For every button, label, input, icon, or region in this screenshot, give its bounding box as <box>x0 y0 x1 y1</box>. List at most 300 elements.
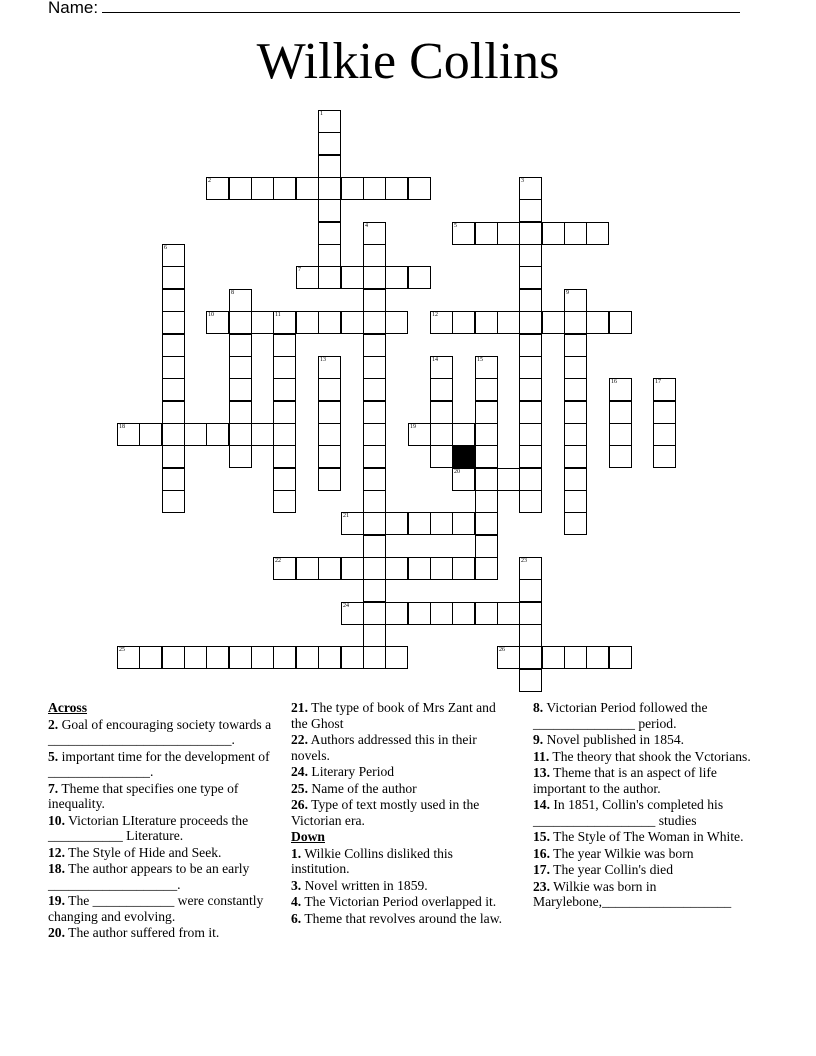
grid-cell[interactable] <box>452 557 475 580</box>
grid-cell[interactable] <box>542 646 565 669</box>
grid-cell[interactable] <box>475 222 498 245</box>
clue-number-label: 9. <box>533 732 544 747</box>
grid-cell[interactable] <box>586 646 609 669</box>
down-clue <box>533 829 773 845</box>
clue-text: The year Collin's died <box>550 862 674 877</box>
grid-cell[interactable] <box>609 378 632 401</box>
grid-cell[interactable] <box>273 646 296 669</box>
clue-number-label: 23. <box>533 878 550 894</box>
grid-cell[interactable] <box>229 401 252 424</box>
grid-cell[interactable] <box>296 266 319 289</box>
clue-column-2 <box>291 700 506 927</box>
grid-cell[interactable] <box>609 445 632 468</box>
grid-cell[interactable] <box>229 289 252 312</box>
grid-cell[interactable] <box>273 401 296 424</box>
grid-cell[interactable] <box>452 468 475 491</box>
grid-cell[interactable] <box>229 334 252 357</box>
clue-text: Wilkie was born in Marylebone,___________________ <box>533 878 732 909</box>
grid-cell[interactable] <box>273 177 296 200</box>
grid-cell[interactable] <box>452 423 475 446</box>
grid-cell[interactable] <box>273 378 296 401</box>
clue-number-label: 1. <box>291 845 302 861</box>
clue-number: 20 <box>454 469 460 475</box>
clue-number: 13 <box>320 357 326 363</box>
grid-cell[interactable] <box>229 311 252 334</box>
grid-cell[interactable] <box>519 311 542 334</box>
grid-cell[interactable] <box>184 646 207 669</box>
grid-cell[interactable] <box>318 132 341 155</box>
grid-cell[interactable] <box>519 490 542 513</box>
clue-text: Victorian LIterature proceeds the ___________ Literature. <box>48 812 249 843</box>
grid-cell[interactable] <box>363 423 386 446</box>
clue-number: 25 <box>119 647 125 653</box>
grid-cell[interactable] <box>408 177 431 200</box>
clue-text: Victorian Period followed the _______________ period. <box>533 700 708 731</box>
grid-cell[interactable] <box>385 646 408 669</box>
grid-cell[interactable] <box>519 423 542 446</box>
grid-cell[interactable] <box>318 646 341 669</box>
clue-text: The type of book of Mrs Zant and the Ghost <box>291 700 496 731</box>
grid-cell[interactable] <box>475 557 498 580</box>
clue-number: 7 <box>298 267 301 273</box>
grid-cell[interactable] <box>296 557 319 580</box>
grid-cell[interactable] <box>318 378 341 401</box>
grid-cell[interactable] <box>363 535 386 558</box>
grid-cell[interactable] <box>162 490 185 513</box>
grid-cell[interactable] <box>430 423 453 446</box>
clue-number-label: 8. <box>533 700 544 715</box>
grid-cell[interactable] <box>162 356 185 379</box>
grid-cell[interactable] <box>564 445 587 468</box>
grid-cell[interactable] <box>341 557 364 580</box>
clue-number-label: 17. <box>533 862 550 877</box>
grid-cell[interactable] <box>653 423 676 446</box>
grid-cell[interactable] <box>162 311 185 334</box>
grid-cell[interactable] <box>363 557 386 580</box>
down-clue <box>533 797 773 828</box>
grid-cell[interactable] <box>162 423 185 446</box>
grid-cell[interactable] <box>318 244 341 267</box>
clue-number: 9 <box>566 290 569 296</box>
clue-number-label: 10. <box>48 812 65 828</box>
grid-cell[interactable] <box>139 423 162 446</box>
grid-cell[interactable] <box>385 602 408 625</box>
clue-number: 10 <box>208 312 214 318</box>
grid-cell[interactable] <box>497 311 520 334</box>
grid-cell[interactable] <box>564 401 587 424</box>
down-clue <box>291 894 506 910</box>
across-clue <box>48 717 278 748</box>
name-label: Name: <box>48 0 99 17</box>
grid-cell[interactable] <box>363 512 386 535</box>
grid-cell[interactable] <box>430 311 453 334</box>
grid-cell[interactable] <box>497 468 520 491</box>
clue-number-label: 4. <box>291 894 302 909</box>
clue-text: In 1851, Collin's completed his __________________ studies <box>533 797 724 828</box>
grid-cell[interactable] <box>229 646 252 669</box>
clue-text: The theory that shook the Vctorians. <box>549 748 751 764</box>
grid-cell[interactable] <box>318 110 341 133</box>
clue-number: 14 <box>432 357 438 363</box>
clue-column-1 <box>48 700 278 942</box>
grid-cell[interactable] <box>363 624 386 647</box>
clue-number-label: 5. <box>48 748 59 764</box>
grid-cell[interactable] <box>519 669 542 692</box>
grid-cell[interactable] <box>363 334 386 357</box>
down-clue <box>533 700 773 731</box>
grid-cell[interactable] <box>229 177 252 200</box>
grid-cell[interactable] <box>653 378 676 401</box>
grid-cell[interactable] <box>341 646 364 669</box>
across-clue <box>48 813 278 844</box>
grid-cell[interactable] <box>162 244 185 267</box>
across-clue <box>291 732 506 763</box>
clue-number: 12 <box>432 312 438 318</box>
grid-cell[interactable] <box>206 646 229 669</box>
across-clue <box>291 700 506 731</box>
grid-cell[interactable] <box>408 557 431 580</box>
clue-number-label: 3. <box>291 877 302 893</box>
grid-cell[interactable] <box>519 401 542 424</box>
clue-number-label: 11. <box>533 748 550 764</box>
grid-cell[interactable] <box>408 602 431 625</box>
clue-number: 5 <box>454 223 457 229</box>
grid-cell[interactable] <box>229 423 252 446</box>
clue-number-label: 14. <box>533 797 550 812</box>
grid-cell[interactable] <box>475 423 498 446</box>
clue-number: 15 <box>477 357 483 363</box>
grid-cell[interactable] <box>162 401 185 424</box>
grid-cell[interactable] <box>542 222 565 245</box>
grid-cell[interactable] <box>162 378 185 401</box>
across-clue <box>291 764 506 780</box>
grid-cell[interactable] <box>251 423 274 446</box>
grid-cell[interactable] <box>452 512 475 535</box>
grid-cell[interactable] <box>519 468 542 491</box>
clue-number: 6 <box>164 245 167 251</box>
clue-number-label: 18. <box>48 861 65 876</box>
grid-cell[interactable] <box>318 356 341 379</box>
grid-cell[interactable] <box>206 311 229 334</box>
grid-cell[interactable] <box>519 579 542 602</box>
grid-cell[interactable] <box>430 512 453 535</box>
grid-cell[interactable] <box>162 289 185 312</box>
grid-cell[interactable] <box>341 177 364 200</box>
grid-cell[interactable] <box>519 378 542 401</box>
grid-cell[interactable] <box>341 512 364 535</box>
grid-cell[interactable] <box>363 244 386 267</box>
grid-cell[interactable] <box>341 311 364 334</box>
grid-cell[interactable] <box>519 356 542 379</box>
clue-text: Theme that is an aspect of life important to the author. <box>533 765 717 796</box>
grid-cell[interactable] <box>363 445 386 468</box>
grid-cell[interactable] <box>475 512 498 535</box>
clue-column-3 <box>533 700 773 911</box>
grid-cell[interactable] <box>162 468 185 491</box>
clue-text: Theme that specifies one type of inequality. <box>48 780 239 811</box>
clue-number-label: 22. <box>291 732 308 747</box>
across-clue <box>291 797 506 828</box>
clue-number-label: 25. <box>291 780 308 796</box>
grid-cell[interactable] <box>206 423 229 446</box>
grid-cell[interactable] <box>564 490 587 513</box>
grid-cell[interactable] <box>497 222 520 245</box>
clue-number: 4 <box>365 223 368 229</box>
grid-cell[interactable] <box>519 557 542 580</box>
grid-cell[interactable] <box>430 378 453 401</box>
grid-cell[interactable] <box>363 222 386 245</box>
grid-cell[interactable] <box>273 311 296 334</box>
grid-cell[interactable] <box>162 646 185 669</box>
grid-cell[interactable] <box>564 378 587 401</box>
down-clue <box>533 765 773 796</box>
clue-text: The Victorian Period overlapped it. <box>301 894 497 909</box>
grid-cell[interactable] <box>430 356 453 379</box>
grid-cell[interactable] <box>609 423 632 446</box>
grid-cell[interactable] <box>452 602 475 625</box>
grid-cell[interactable] <box>497 602 520 625</box>
clue-number-label: 20. <box>48 925 65 940</box>
grid-cell[interactable] <box>452 311 475 334</box>
grid-cell[interactable] <box>273 557 296 580</box>
grid-cell[interactable] <box>519 624 542 647</box>
grid-cell[interactable] <box>475 378 498 401</box>
grid-cell[interactable] <box>206 177 229 200</box>
grid-cell[interactable] <box>162 334 185 357</box>
grid-cell[interactable] <box>363 356 386 379</box>
grid-cell[interactable] <box>564 423 587 446</box>
down-clue <box>533 749 773 765</box>
grid-cell[interactable] <box>475 311 498 334</box>
clue-number: 2 <box>208 178 211 184</box>
clue-number: 26 <box>499 647 505 653</box>
grid-cell[interactable] <box>117 646 140 669</box>
grid-cell[interactable] <box>475 490 498 513</box>
grid-cell[interactable] <box>341 602 364 625</box>
grid-cell[interactable] <box>519 445 542 468</box>
clue-text: Novel published in 1854. <box>543 732 685 747</box>
grid-cell[interactable] <box>251 177 274 200</box>
clue-number: 24 <box>343 603 349 609</box>
grid-cell[interactable] <box>475 445 498 468</box>
grid-cell[interactable] <box>564 311 587 334</box>
across-clue <box>48 781 278 812</box>
clue-text: important time for the development of _______________. <box>48 748 270 779</box>
clue-number: 1 <box>320 111 323 117</box>
grid-cell[interactable] <box>229 445 252 468</box>
clue-number: 22 <box>275 558 281 564</box>
grid-cell[interactable] <box>363 401 386 424</box>
grid-cell[interactable] <box>385 557 408 580</box>
down-clue <box>291 911 506 927</box>
grid-cell[interactable] <box>318 266 341 289</box>
clue-number-label: 16. <box>533 845 550 861</box>
grid-cell[interactable] <box>318 557 341 580</box>
grid-cell[interactable] <box>586 222 609 245</box>
grid-cell[interactable] <box>519 199 542 222</box>
grid-cell[interactable] <box>139 646 162 669</box>
clue-number-label: 15. <box>533 829 550 844</box>
grid-cell[interactable] <box>318 199 341 222</box>
clue-text: Literary Period <box>308 764 395 779</box>
clue-text: Wilkie Collins disliked this institution. <box>291 845 453 876</box>
grid-cell[interactable] <box>497 646 520 669</box>
clue-number: 16 <box>611 379 617 385</box>
blocked-cell <box>452 445 475 468</box>
grid-cell[interactable] <box>385 311 408 334</box>
grid-cell[interactable] <box>564 356 587 379</box>
clue-number-label: 26. <box>291 797 308 812</box>
grid-cell[interactable] <box>117 423 140 446</box>
puzzle-title: Wilkie Collins <box>256 33 560 90</box>
grid-cell[interactable] <box>430 557 453 580</box>
grid-cell[interactable] <box>408 266 431 289</box>
down-clue <box>533 732 773 748</box>
grid-cell[interactable] <box>162 445 185 468</box>
grid-cell[interactable] <box>408 512 431 535</box>
grid-cell[interactable] <box>363 468 386 491</box>
clue-text: Goal of encouraging society towards a ___________________________. <box>48 716 272 747</box>
grid-cell[interactable] <box>519 177 542 200</box>
grid-cell[interactable] <box>519 602 542 625</box>
down-heading: Down <box>291 829 325 844</box>
across-clue <box>48 925 278 941</box>
clue-text: Type of text mostly used in the Victorian era. <box>291 797 480 828</box>
grid-cell[interactable] <box>519 646 542 669</box>
grid-cell[interactable] <box>653 445 676 468</box>
grid-cell[interactable] <box>475 401 498 424</box>
grid-cell[interactable] <box>519 266 542 289</box>
clue-text: The ____________ were constantly changing and evolving. <box>48 893 264 924</box>
grid-cell[interactable] <box>318 468 341 491</box>
clue-number: 21 <box>343 513 349 519</box>
grid-cell[interactable] <box>296 311 319 334</box>
across-clue <box>48 845 278 861</box>
grid-cell[interactable] <box>475 602 498 625</box>
across-clue <box>48 749 278 780</box>
grid-cell[interactable] <box>519 222 542 245</box>
grid-cell[interactable] <box>475 535 498 558</box>
clue-text: Novel written in 1859. <box>301 877 428 893</box>
clue-text: Theme that revolves around the law. <box>301 910 503 926</box>
grid-cell[interactable] <box>564 512 587 535</box>
grid-cell[interactable] <box>162 266 185 289</box>
clue-number-label: 12. <box>48 844 65 860</box>
grid-cell[interactable] <box>273 490 296 513</box>
grid-cell[interactable] <box>363 378 386 401</box>
grid-cell[interactable] <box>430 445 453 468</box>
grid-cell[interactable] <box>542 311 565 334</box>
clue-number-label: 13. <box>533 765 550 780</box>
grid-cell[interactable] <box>430 401 453 424</box>
across-clue <box>48 861 278 892</box>
clue-text: Name of the author <box>308 780 417 796</box>
grid-cell[interactable] <box>296 177 319 200</box>
grid-cell[interactable] <box>318 177 341 200</box>
clue-number: 8 <box>231 290 234 296</box>
grid-cell[interactable] <box>385 512 408 535</box>
grid-cell[interactable] <box>363 289 386 312</box>
grid-cell[interactable] <box>609 646 632 669</box>
grid-cell[interactable] <box>184 423 207 446</box>
across-heading: Across <box>48 700 88 715</box>
grid-cell[interactable] <box>318 311 341 334</box>
grid-cell[interactable] <box>363 602 386 625</box>
grid-cell[interactable] <box>363 177 386 200</box>
grid-cell[interactable] <box>251 646 274 669</box>
grid-cell[interactable] <box>363 490 386 513</box>
grid-cell[interactable] <box>653 401 676 424</box>
grid-cell[interactable] <box>229 378 252 401</box>
clue-number-label: 21. <box>291 700 308 715</box>
down-clue <box>291 878 506 894</box>
grid-cell[interactable] <box>475 468 498 491</box>
clue-text: The year Wilkie was born <box>550 845 694 861</box>
grid-cell[interactable] <box>318 423 341 446</box>
clue-number: 17 <box>655 379 661 385</box>
down-clue <box>533 862 773 878</box>
grid-cell[interactable] <box>564 468 587 491</box>
grid-cell[interactable] <box>363 266 386 289</box>
clue-number: 3 <box>521 178 524 184</box>
grid-cell[interactable] <box>363 311 386 334</box>
grid-cell[interactable] <box>273 423 296 446</box>
clue-number: 23 <box>521 558 527 564</box>
grid-cell[interactable] <box>519 289 542 312</box>
grid-cell[interactable] <box>251 311 274 334</box>
clue-number: 18 <box>119 424 125 430</box>
down-clue <box>291 846 506 877</box>
grid-cell[interactable] <box>408 423 431 446</box>
grid-cell[interactable] <box>318 222 341 245</box>
grid-cell[interactable] <box>296 646 319 669</box>
grid-cell[interactable] <box>430 602 453 625</box>
clue-number-label: 7. <box>48 780 59 796</box>
clue-number-label: 6. <box>291 910 302 926</box>
grid-cell[interactable] <box>564 289 587 312</box>
grid-cell[interactable] <box>273 468 296 491</box>
down-clue <box>533 879 773 910</box>
grid-cell[interactable] <box>318 445 341 468</box>
clue-number-label: 24. <box>291 764 308 779</box>
grid-cell[interactable] <box>609 311 632 334</box>
grid-cell[interactable] <box>519 244 542 267</box>
grid-cell[interactable] <box>318 401 341 424</box>
grid-cell[interactable] <box>318 155 341 178</box>
grid-cell[interactable] <box>273 445 296 468</box>
grid-cell[interactable] <box>609 401 632 424</box>
grid-cell[interactable] <box>452 222 475 245</box>
grid-cell[interactable] <box>273 356 296 379</box>
clue-number-label: 19. <box>48 893 65 908</box>
grid-cell[interactable] <box>363 579 386 602</box>
grid-cell[interactable] <box>519 334 542 357</box>
grid-cell[interactable] <box>475 356 498 379</box>
grid-cell[interactable] <box>586 311 609 334</box>
grid-cell[interactable] <box>273 334 296 357</box>
grid-cell[interactable] <box>341 266 364 289</box>
clue-text: The Style of The Woman in White. <box>550 829 744 844</box>
clue-text: The author appears to be an early ___________________. <box>48 861 250 892</box>
clue-number-label: 2. <box>48 716 59 732</box>
grid-cell[interactable] <box>363 646 386 669</box>
grid-cell[interactable] <box>229 356 252 379</box>
grid-cell[interactable] <box>564 646 587 669</box>
grid-cell[interactable] <box>564 222 587 245</box>
grid-cell[interactable] <box>385 177 408 200</box>
grid-cell[interactable] <box>564 334 587 357</box>
grid-cell[interactable] <box>385 266 408 289</box>
